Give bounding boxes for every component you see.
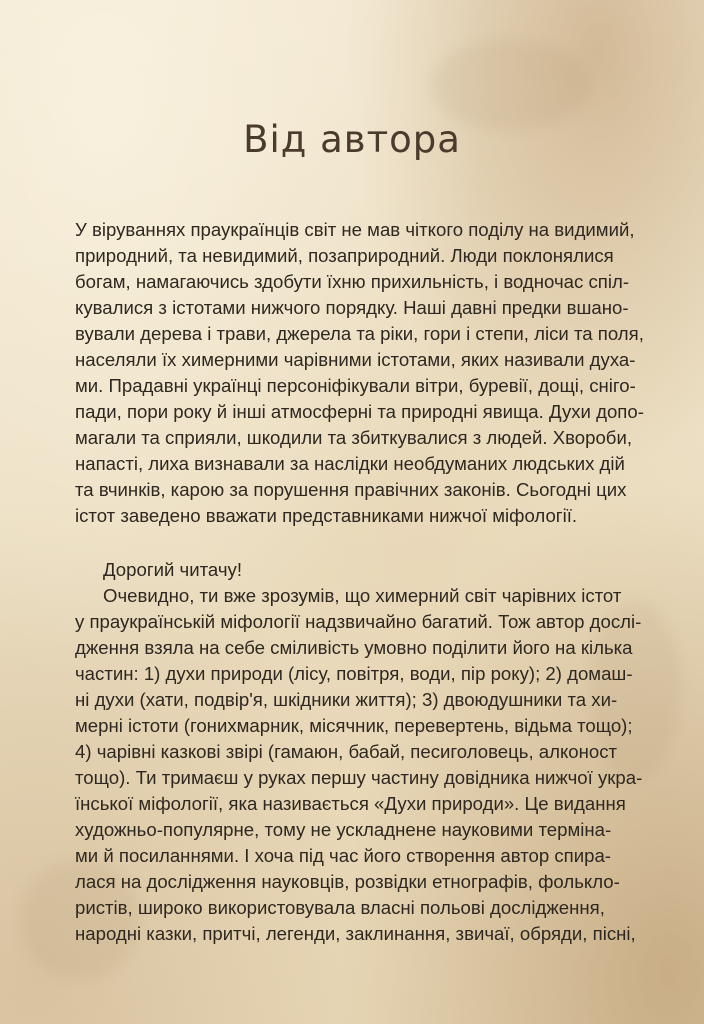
text-line: народні казки, притчі, легенди, заклинання, звичаї, обряди, пісні,	[75, 923, 636, 944]
text-line: 4) чарівні казкові звірі (гамаюн, бабай, песиголовець, алконост	[75, 741, 618, 762]
text-line: ми й посиланнями. І хоча під час його створення автор спира-	[75, 845, 612, 866]
text-line: Очевидно, ти вже зрозумів, що химерний світ чарівних істот	[103, 585, 622, 606]
text-line: населяли їх химерними чарівними істотами, яких називали духа-	[75, 349, 636, 370]
text-line: частин: 1) духи природи (лісу, повітря, води, пір року); 2) домаш-	[75, 663, 633, 684]
text-line: та вчинків, карою за порушення правічних законів. Сьогодні цих	[75, 479, 627, 500]
text-line: магали та сприяли, шкодили та збиткувалися з людей. Хвороби,	[75, 427, 632, 448]
text-line: у праукраїнській міфології надзвичайно багатий. Тож автор дослі-	[75, 611, 642, 632]
text-line: пади, пори року й інші атмосферні та природні явища. Духи допо-	[75, 401, 644, 422]
text-line: ристів, широко використовувала власні польові дослідження,	[75, 897, 605, 918]
text-line: ми. Прадавні українці персоніфікували вітри, буревії, дощі, сніго-	[75, 375, 636, 396]
text-line: У віруваннях праукраїнців світ не мав чіткого поділу на видимий,	[75, 219, 635, 240]
text-line: кувалися з істотами нижчого порядку. Наші давні предки вшано-	[75, 297, 629, 318]
text-line: природний, та невидимий, позаприродний. Люди поклонялися	[75, 245, 614, 266]
text-line: істот заведено вважати представниками нижчої міфології.	[75, 505, 578, 526]
text-line: їнської міфології, яка називається «Духи природи». Це видання	[75, 793, 626, 814]
text-line: мерні істоти (гонихмарник, місячник, перевертень, відьма тощо);	[75, 715, 633, 736]
text-line: лася на дослідження науковців, розвідки етнографів, фолькло-	[75, 871, 620, 892]
text-line: художньо-популярне, тому не ускладнене науковими терміна-	[75, 819, 612, 840]
text-line: ні духи (хати, подвір'я, шкідники життя); 3) двоюдушники та хи-	[75, 689, 618, 710]
text-line: дження взяла на себе сміливість умовно поділити його на кілька	[75, 637, 633, 658]
paper-stain	[430, 40, 590, 130]
page-title: Від автора	[243, 118, 461, 161]
text-line: напасті, лиха визнавали за наслідки необдуманих людських дій	[75, 453, 625, 474]
text-line: тощо). Ти тримаєш у руках першу частину довідника нижчої укра-	[75, 767, 643, 788]
salutation: Дорогий читачу!	[103, 559, 243, 580]
text-line: богам, намагаючись здобути їхню прихильність, і водночас спіл-	[75, 271, 630, 292]
text-line: вували дерева і трави, джерела та ріки, гори і степи, ліси та поля,	[75, 323, 644, 344]
